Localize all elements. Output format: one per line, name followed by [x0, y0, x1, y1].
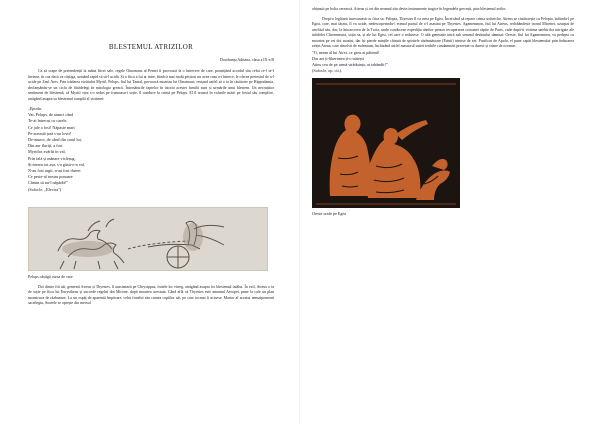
verse-line: (Sofocle, „Electra")	[28, 186, 62, 192]
bottom-paragraph: Doi dintre fiii săi, gemenii Atreus și Thyestes, îl asasinează pe Chrysippus, fratele lor vitreg, atrăgând asupra lor blestemul tatălui. În exil, Atreus o ia de soție pe fiica lui Eurystheus și succede regelui din Micene, după moartea acestuia. Când află că Thyestes este amantul Aeropei, pune la cale un plan monstruos de răzbunare. La un ospăț de aparentă împăcare, celui fratelui său carnea copiilor săi, pe care tocmai îi ucisese. Martor al acestui nemaipomenit sacrilegiu, Soarele se oprește din mersul	[28, 284, 274, 306]
verse-line: (Sofocle, op. cit.).	[312, 68, 343, 74]
verse-line: De-atunci, de când din carul lui,	[28, 137, 82, 143]
verse-line: Atins cea de pe urmă străduința, ai izbândit!"	[312, 61, 388, 67]
closing-verse	[312, 50, 574, 75]
verse-line: Te-ai întrecut cu carele,	[28, 118, 68, 124]
verse-line: N-au fost urgii, n-au fost dureri	[28, 168, 81, 174]
article-title: BLESTEMUL ATRIZILOR	[108, 43, 194, 51]
verse-line: "O, neam al lui Atrei, ce greu ai pătimit!	[312, 49, 380, 55]
figure-caption-orestes: Oreste ucide pe Egist	[312, 211, 347, 217]
verse-line: Dar azi ți-libertatea ți-o trăiești	[312, 55, 364, 61]
intro-paragraph: Ca să scape de pretendenții la mâna fiicei sale, regele Oinomaus al Pentei îi provoacă la o întrecere de care, promițând acordul său celui ce-l se-l învinse, în caz dacă va câștiga, urmând rapid să să-l ucidă. Și o fiica a lui ar intre, fiindcă mai mulți pețitori nu avea cum a-i întrece, le oferea pretextul de a-l ucide pe Zeul Ares. Prin trădarea vizitiului Myrtil, Pelops, fiul lui Tantal, provoacă moartea lui Oinomaus, reușind astfel să o ia în căsătorie pe Hippodamia, declanșându-se un ciclu de fărădelegi în mitologia greacă. Întorsăturile faptelor în istoria acestei familii sunt și urmările unui blestem. Un necruțător sentiment de blestemă, că Myrtil viea s-o sedus pe frumoasa-i soție, îl conduce la crimă pe Pelops. El îl aruncă în valurile mării pe fostul său complice, atrăgând asupra sa blestemul cumplit al victimei:	[28, 69, 274, 101]
verse-line: Ce peste-al nostru ponoare	[28, 174, 73, 180]
verse-line: Cămin să nu-l năpădit!"	[28, 180, 68, 186]
author-line: Dorobanțu Adriana, clasa a IX-a B	[219, 58, 274, 62]
verse-line: Și mereu tot așa, s-a găsit-o-n val,	[28, 161, 85, 167]
verse-line: Pe-această țară s-au lovit!	[28, 130, 72, 136]
verse-line: „Epoda:	[28, 106, 42, 111]
epoda-verse	[28, 106, 274, 193]
main-paragraph: Drept-o legătură incestuoasă cu fiica sa, Pelopia, Thyestes îl va avea pe Egist. Încercând să repare crima străveche, Atreus se căsătorește cu Pelopia, înfiindu-l pe Egist, care, mai târziu, îl va ucide, nedescoperindu-i etimul pactul de a-l asasina pe Thyestes. Agamemnon, fiul lui Atreus, redobândește tronul Micenei, uzurpat de unchiul său, dar, la întoarcerea de la Troia, unde conducese expediția aheilor pentru recuperarea coroanei răpite de Paris, cade după-ti victima uneltirilor intrigate ale infidelei Clitemnestra, soția sa, și ale lui Egist, cel care o sedusese. O altă generație intră sub semnul destinului damnat: Oreste, fiul lui Agamemnon, va pedepsi cu moartea pe cei doi asasini, dar își pierde mințile chinuit de spiritele răzbunătoare (Erinii) trimise de zei. Purificat de Apolo, el pune capăt blestemului prin îndurarea zeiței Atena, care absolvit de eufemism, închizând astfel masacrul suitei teribile condamnări prezente cu dureri și crime de ocemar:	[312, 16, 574, 48]
verse-line: Myrtilos zvârlit în val,	[28, 149, 66, 155]
right-page	[300, 0, 600, 424]
verse-line: Prin fală și mânare vicleșug,	[28, 155, 76, 161]
verse-line: Din aur fluriți, a fost	[28, 143, 63, 149]
chariot-race-illustration	[28, 207, 268, 271]
figure-caption-chariot: Pelops câștigă cursa de care	[28, 273, 73, 279]
verse-line: Vai, Pelops, de atunci când	[28, 112, 74, 118]
verse-line: Ce jale a fost! Năpaste mari	[28, 124, 75, 130]
orestes-vase-illustration	[312, 78, 460, 208]
continued-paragraph: obișnuit pe bolta cerească. Atreus și cei din neamul său devin instrumente tragice în legendele grecești, prin blestemul zeilor.	[312, 7, 507, 11]
